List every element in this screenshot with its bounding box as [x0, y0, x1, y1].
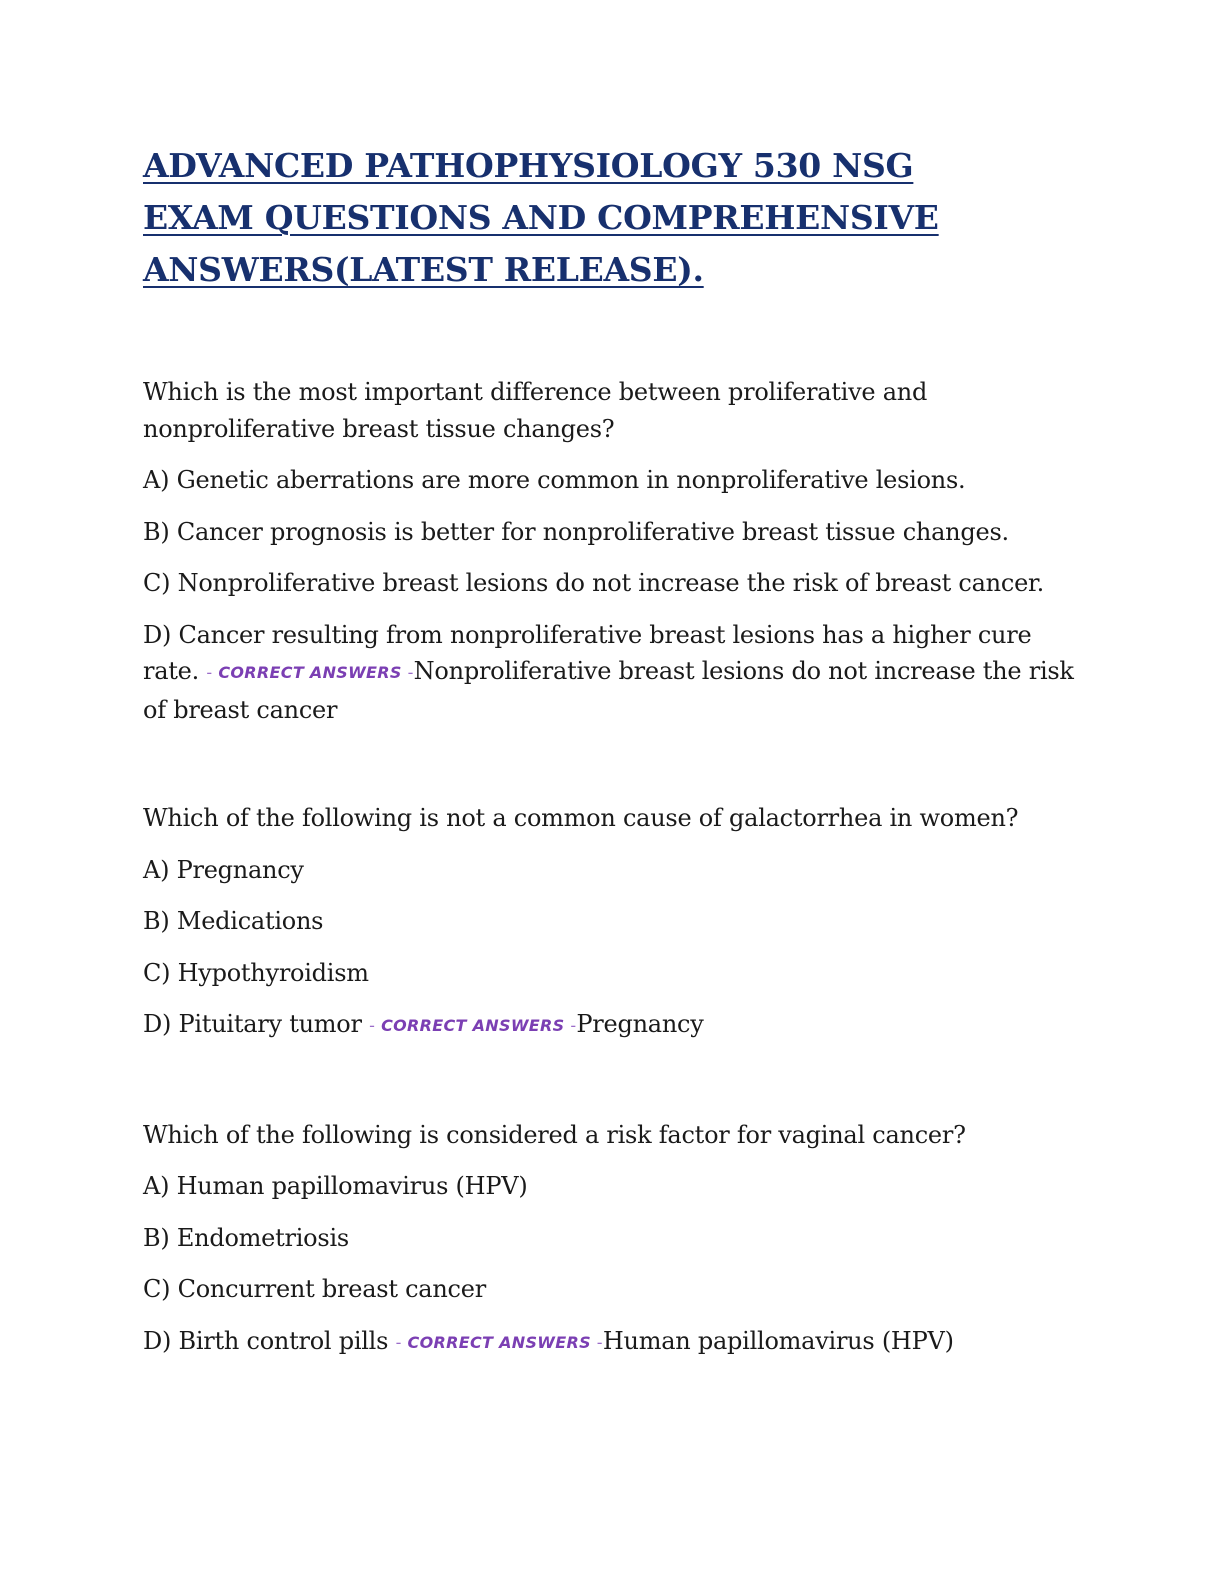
- option-b: B) Medications: [143, 907, 324, 935]
- question-text: Which of the following is considered a risk factor for vaginal cancer?: [143, 1120, 966, 1149]
- option-d-with-answer: [143, 1006, 1083, 1045]
- question-text: Which of the following is not a common cause of galactorrhea in women?: [143, 804, 1019, 832]
- option-b: B) Cancer prognosis is better for nonproliferative breast tissue changes.: [143, 517, 1009, 546]
- option-c: C) Nonproliferative breast lesions do not increase the risk of breast cancer.: [143, 569, 1044, 597]
- question-2: [143, 800, 1083, 1045]
- option-a: A) Human papillomavirus (HPV): [143, 1172, 528, 1200]
- question-3: [143, 1117, 1083, 1362]
- option-b: B) Endometriosis: [143, 1223, 349, 1252]
- question-text: Which is the most important difference between proliferative and nonproliferative breast tissue changes?: [143, 378, 928, 443]
- option-d-with-answer: [143, 1323, 1083, 1362]
- option-d: D) Birth control pills: [143, 1326, 389, 1355]
- title-line-1: ADVANCED PATHOPHYSIOLOGY 530 NSG: [143, 146, 914, 185]
- correct-answers-marker: - CORRECT ANSWERS -: [369, 1016, 577, 1035]
- option-a: A) Genetic aberrations are more common in nonproliferative lesions.: [143, 466, 966, 494]
- question-1: [143, 374, 1083, 728]
- option-c: C) Concurrent breast cancer: [143, 1275, 486, 1303]
- option-a: A) Pregnancy: [143, 855, 304, 884]
- title-line-3: ANSWERS(LATEST RELEASE).: [143, 250, 704, 289]
- correct-answers-marker: - CORRECT ANSWERS -: [395, 1332, 603, 1352]
- option-d-with-answer: [143, 617, 1083, 729]
- option-c: C) Hypothyroidism: [143, 958, 369, 987]
- correct-answer-text: Nonproliferative breast lesions do not increase the risk of breast cancer: [143, 657, 1074, 724]
- option-d: D) Cancer resulting from nonproliferative breast lesions has a higher cure rate.: [143, 620, 1032, 685]
- correct-answer-text: Human papillomavirus (HPV): [602, 1326, 954, 1355]
- option-d: D) Pituitary tumor: [143, 1010, 362, 1038]
- correct-answers-marker: - CORRECT ANSWERS -: [206, 663, 414, 682]
- document-title: [143, 140, 1083, 296]
- title-line-2: EXAM QUESTIONS AND COMPREHENSIVE: [143, 198, 939, 237]
- correct-answer-text: Pregnancy: [576, 1010, 704, 1038]
- document-page: [143, 140, 1083, 1361]
